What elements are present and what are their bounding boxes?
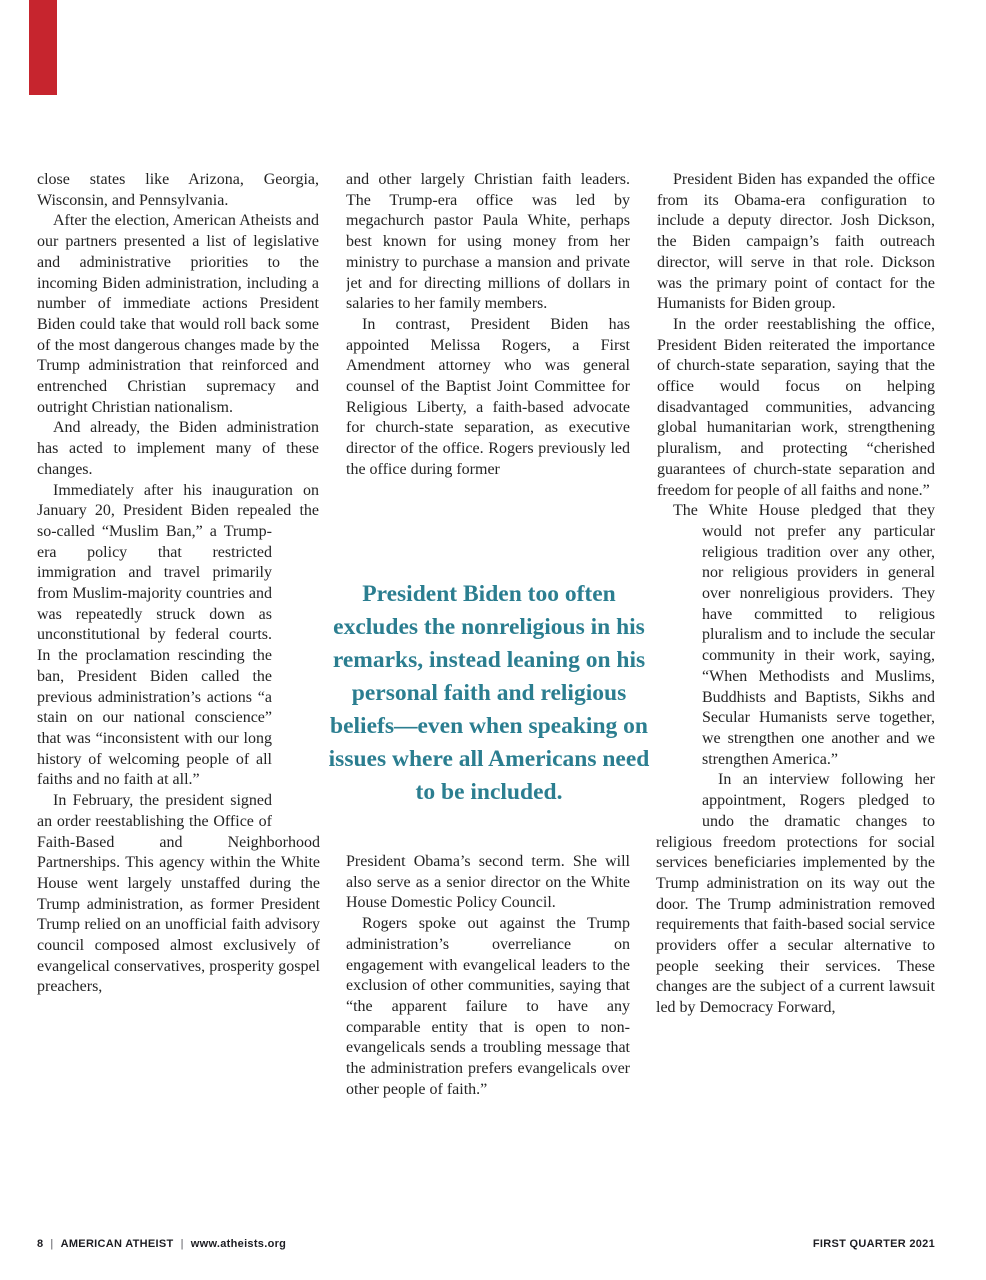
body-paragraph [346, 315, 630, 481]
paragraph-text: In an interview following her appointment, Rogers pledged to undo the dramatic changes to religious freedom protections for social services beneficiaries implemented by the Trump administration on its way out the door. The Trump administration removed requirements that faith-based social service providers offer a secular alternative to people seeking their services. These changes are the subject of a current lawsuit led by Democracy Forward, [656, 771, 935, 1017]
body-paragraph [37, 418, 320, 480]
paragraph-text: Rogers spoke out against the Trump administration’s overreliance on engagement with evangelical leaders to the exclusion of other communities, saying that “the apparent failure to have any comparable entity that is open to non-evangelicals sends a troubling message that the administration prefers evangelicals over other people of faith.” [346, 915, 630, 1098]
pull-quote-line: issues where all Americans need [328, 746, 650, 772]
body-paragraph [37, 211, 320, 418]
paragraph-text: and other largely Christian faith leaders. The Trump-era office was led by megachurch pastor Paula White, perhaps best known for using money from her ministry to purchase a mansion and private jet and for directing millions of dollars in salaries to her family members. [346, 171, 630, 313]
paragraph-text: In February, the president signed an order reestablishing the Office of Faith-Based and Neighborhood Partnerships. This agency within the White House went largely unstaffed during the Trump administration, as former President Trump relied on an unofficial faith advisory council composed almost exclusively of evangelical conservatives, prosperity gospel preachers, [37, 792, 320, 996]
footer-separator: | [50, 1238, 54, 1250]
column-3 [656, 170, 935, 1019]
footer-issue-date: FIRST QUARTER 2021 [812, 1238, 935, 1250]
pull-quote-line: excludes the nonreligious in his [333, 614, 645, 640]
pull-quote-line: remarks, instead leaning on his [332, 647, 646, 673]
footer-left [37, 1238, 286, 1250]
body-paragraph [346, 170, 630, 315]
pull-quote-wrap-exclusion-left [656, 522, 702, 832]
red-corner-tab [29, 0, 57, 95]
wrap-gap-spacer [319, 170, 320, 522]
page-number: 8 [37, 1238, 44, 1250]
paragraph-text: After the election, American Atheists and our partners presented a list of legislative and administrative priorities to the incoming Biden administration, including a number of immediate actions President Biden could take that would roll back some of the most dangerous changes made by the Trump administration that reinforced and entrenched Christian supremacy and outright Christian nationalism. [37, 212, 319, 416]
body-paragraph [346, 914, 630, 1100]
magazine-name: AMERICAN ATHEIST [60, 1238, 174, 1250]
paragraph-text: close states like Arizona, Georgia, Wisconsin, and Pennsylvania. [37, 171, 319, 209]
body-paragraph [37, 170, 320, 211]
body-paragraph [346, 852, 630, 914]
pull-quote [283, 578, 695, 809]
column-2-upper [346, 170, 630, 532]
body-paragraph [656, 315, 935, 501]
magazine-url: www.atheists.org [190, 1238, 287, 1250]
pull-quote-line: beliefs—even when speaking on [330, 713, 648, 739]
column-1 [37, 170, 320, 998]
pull-quote-line: personal faith and religious [351, 680, 627, 706]
pull-quote-line: to be included. [415, 779, 563, 805]
page-footer [37, 1238, 935, 1250]
paragraph-text: President Obama’s second term. She will also serve as a senior director on the White House Domestic Policy Council. [346, 853, 630, 912]
paragraph-text: President Biden has expanded the office from its Obama-era configuration to include a deputy director. Josh Dickson, the Biden campaign’s faith outreach director, will serve in that role. Dickson was the primary point of contact for the Humanists for Biden group. [657, 171, 935, 313]
body-paragraph [656, 170, 935, 315]
paragraph-text: The White House pledged that they would not prefer any particular religious tradition over any other, nor religious providers in general over nonreligious providers. They have committed to religious pluralism and to include the secular community in their work, saying, “When Methodists and Muslims, Buddhists and Baptists, Sikhs and Secular Humanists serve together, we strengthen one another and we strengthen America.” [673, 502, 935, 768]
paragraph-text: In contrast, President Biden has appointed Melissa Rogers, a First Amendment attorney who was general counsel of the Baptist Joint Committee for Religious Liberty, a faith-based advocate for church-state separation, as executive director of the office. Rogers previously led the office during former [346, 315, 630, 478]
footer-separator: | [180, 1238, 184, 1250]
pull-quote-line: President Biden too often [362, 581, 616, 607]
column-2-lower [346, 852, 630, 1100]
paragraph-text: And already, the Biden administration has acted to implement many of these changes. [37, 419, 319, 478]
paragraph-text: In the order reestablishing the office, President Biden reiterated the importance of church-state separation, saying that the office would focus on helping disadvantaged communities, advancing global humanitarian work, strengthening pluralism, and protecting “cherished guarantees of church-state separation and freedom for people of all faiths and none.” [657, 315, 935, 499]
paragraph-text: Immediately after his inauguration on January 20, President Biden repealed the so-called “Muslim Ban,” a Trump-era policy that restricted immigration and travel primarily from Muslim-majority countries and was repeatedly struck down as unconstitutional by federal courts. In the proclamation rescinding the ban, President Biden called the previous administration’s actions “a stain on our national conscience” that was “inconsistent with our long history of welcoming people of all faiths and no faith at all.” [37, 481, 319, 789]
